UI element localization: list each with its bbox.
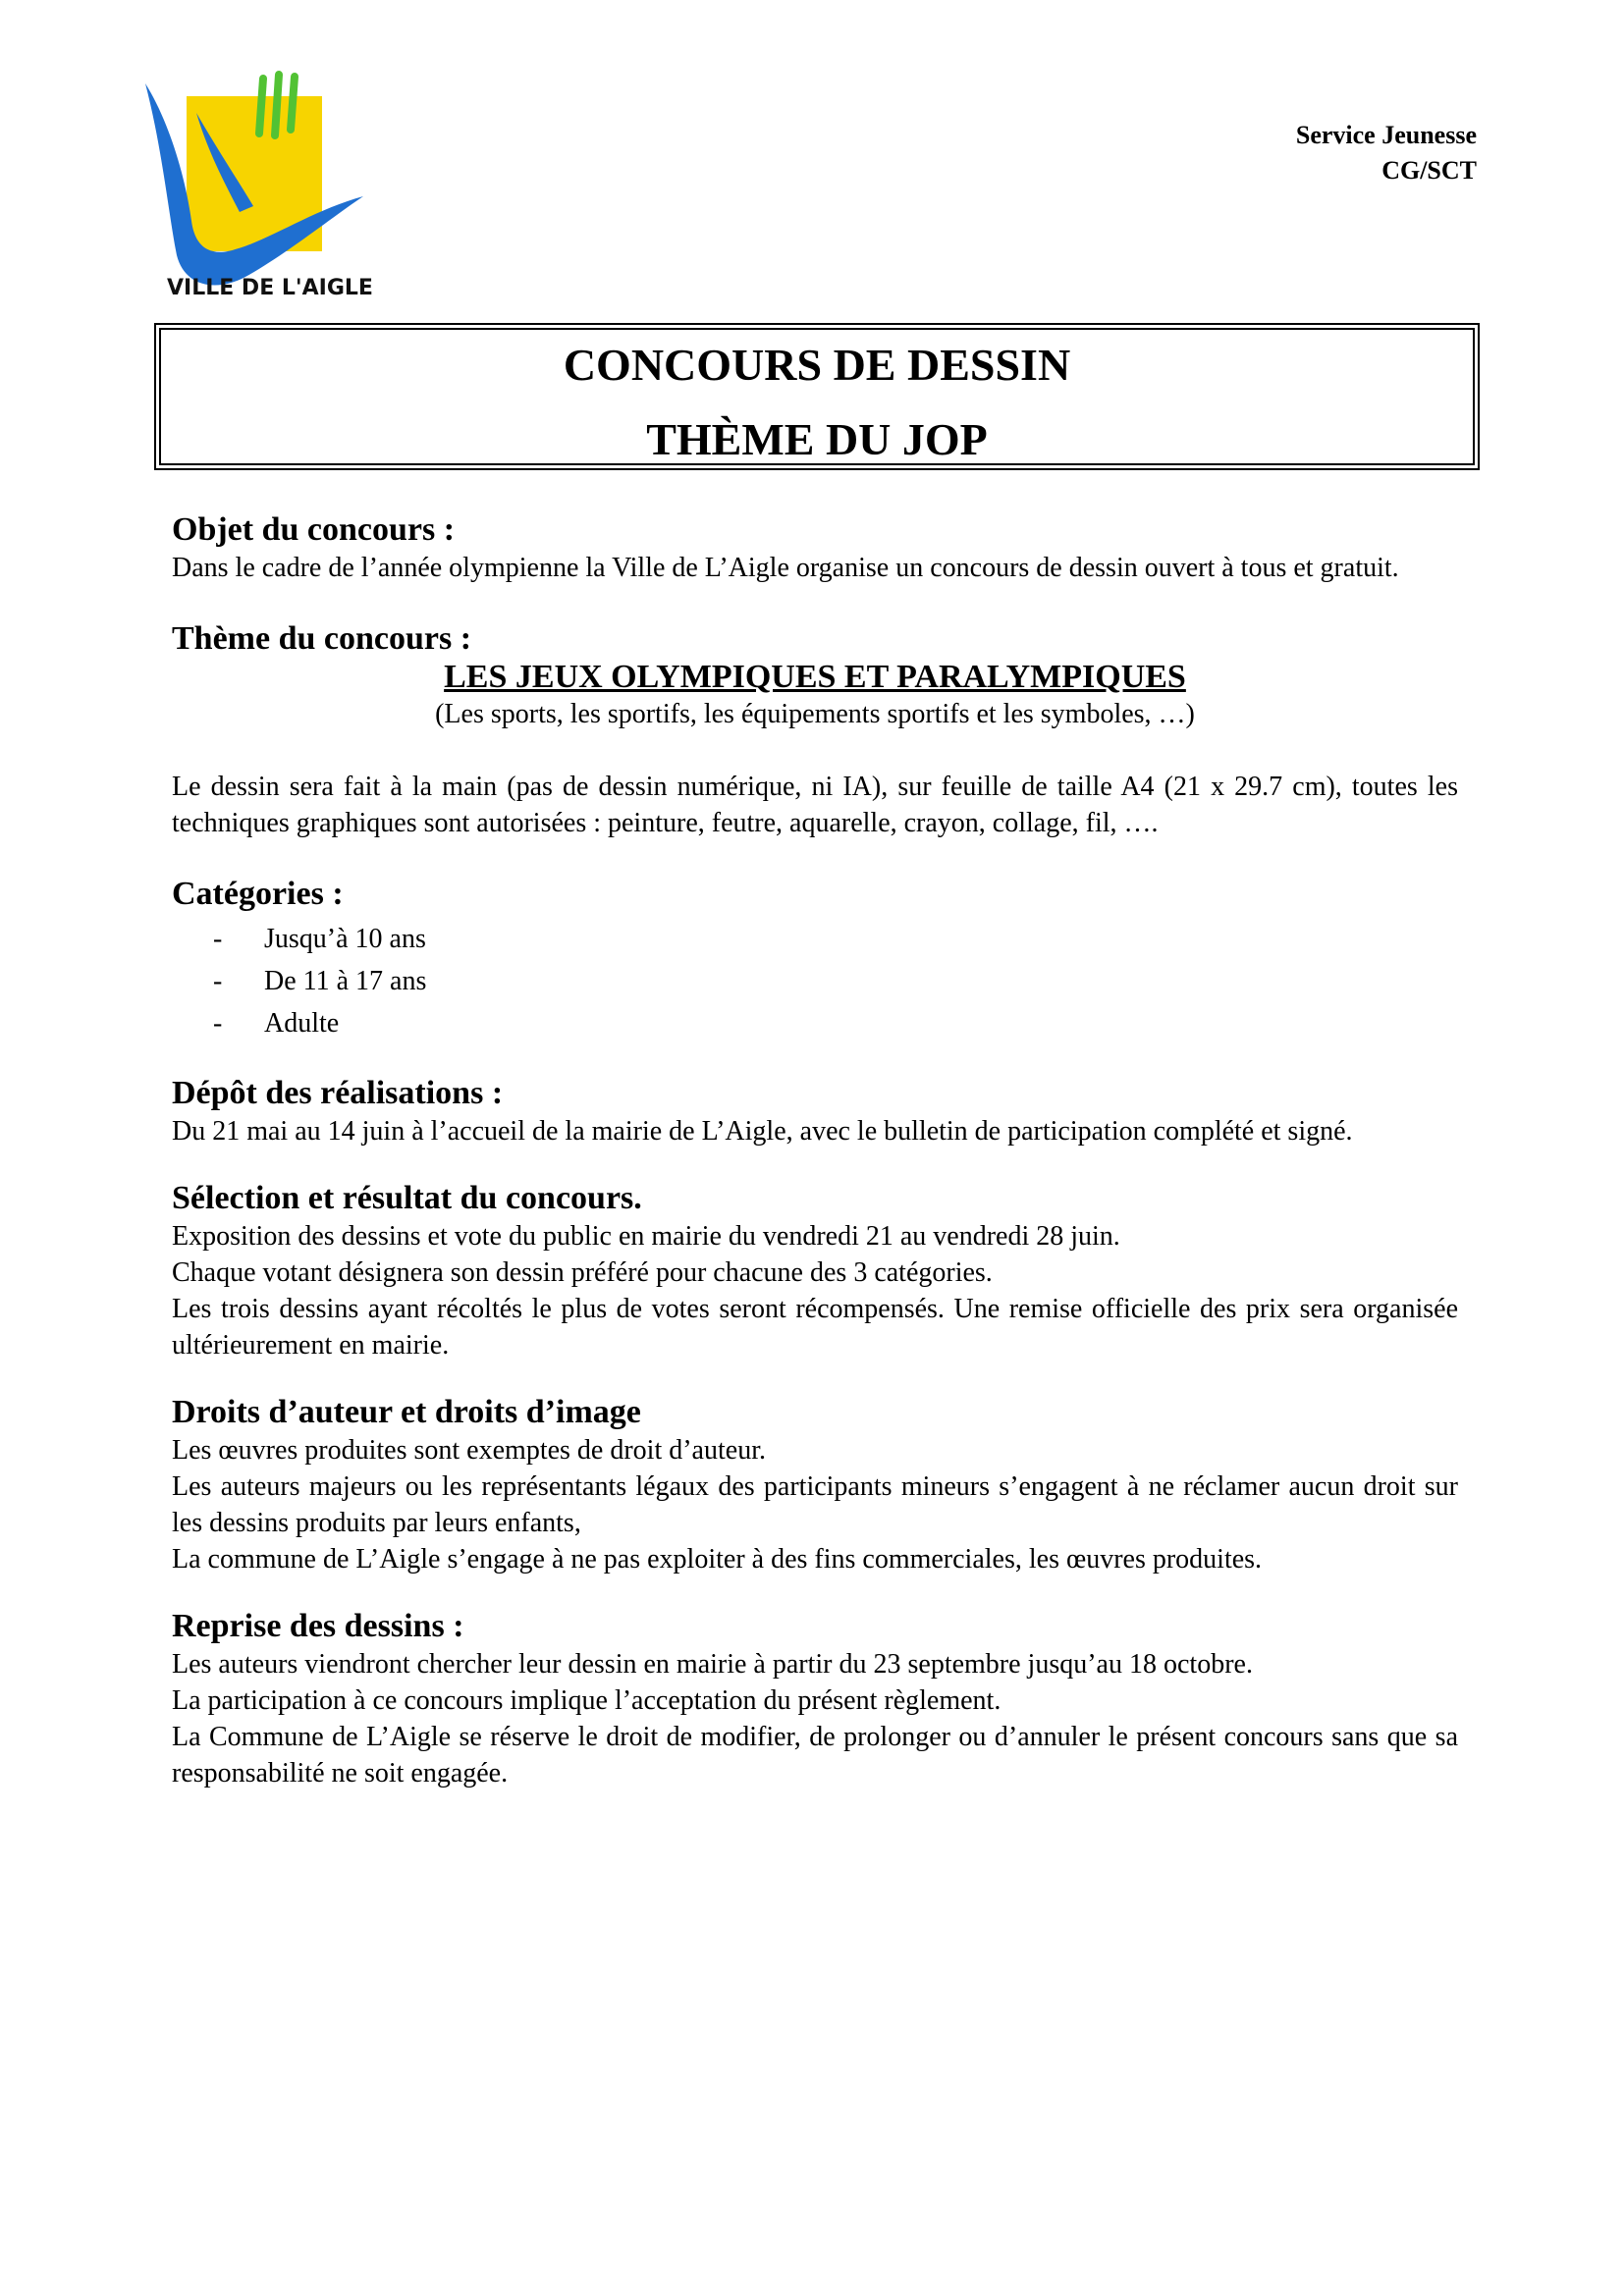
reference-label: CG/SCT [1381,156,1477,185]
reprise-heading: Reprise des dessins : [172,1608,464,1644]
section-categories [172,875,1458,1044]
categories-heading: Catégories : [172,876,344,912]
logo-green-stroke-2 [275,75,279,135]
selection-line-1: Exposition des dessins et vote du public en mairie du vendredi 21 au vendredi 28 juin. [172,1221,1120,1252]
city-logo-graphic [137,59,373,304]
section-droits [172,1393,1458,1577]
logo-text: VILLE DE L'AIGLE [167,276,373,300]
selection-line-3: Les trois dessins ayant récoltés le plus de votes seront récompensés. Une remise officielle des prix sera organisée ultérieurement en mairie. [172,1294,1458,1361]
theme-heading: Thème du concours : [172,620,472,657]
list-bullet: - [213,924,223,954]
droits-heading: Droits d’auteur et droits d’image [172,1394,641,1430]
theme-text: Le dessin sera fait à la main (pas de dessin numérique, ni IA), sur feuille de taille A4 (21 x 29.7 cm), toutes les techniques graphiques sont autorisées : peinture, feutre, aquarelle, crayon, collage, fil, …. [172,772,1458,838]
title-box [154,323,1480,470]
theme-main: LES JEUX OLYMPIQUES ET PARALYMPIQUES [444,659,1186,695]
depot-text: Du 21 mai au 14 juin à l’accueil de la mairie de L’Aigle, avec le bulletin de participation complété et signé. [172,1116,1353,1147]
header-right [1296,118,1477,188]
city-logo [137,59,373,304]
section-objet [172,510,1458,586]
droits-line-2: Les auteurs majeurs ou les représentants légaux des participants mineurs s’engagent à ne réclamer aucun droit sur les dessins produits par leurs enfants, [172,1471,1458,1538]
selection-heading: Sélection et résultat du concours. [172,1180,642,1216]
list-bullet: - [213,1008,223,1039]
section-selection [172,1179,1458,1363]
list-item: - Adulte [213,1002,1458,1044]
section-depot [172,1074,1458,1149]
objet-text: Dans le cadre de l’année olympienne la Ville de L’Aigle organise un concours de dessin ouvert à tous et gratuit. [172,553,1399,583]
logo-green-stroke-1 [259,79,263,133]
title-line-1: CONCOURS DE DESSIN [563,340,1071,390]
section-reprise [172,1607,1458,1791]
reprise-line-3: La Commune de L’Aigle se réserve le droit de modifier, de prolonger ou d’annuler le présent concours sans que sa responsabilité ne soit engagée. [172,1722,1458,1789]
title-line-2: THÈME DU JOP [646,414,988,464]
reprise-line-2: La participation à ce concours implique l’acceptation du présent règlement. [172,1685,1001,1716]
selection-line-2: Chaque votant désignera son dessin préféré pour chacune des 3 catégories. [172,1257,993,1288]
droits-line-3: La commune de L’Aigle s’engage à ne pas exploiter à des fins commerciales, les œuvres produites. [172,1544,1263,1575]
objet-heading: Objet du concours : [172,511,456,548]
reprise-line-1: Les auteurs viendront chercher leur dessin en mairie à partir du 23 septembre jusqu’au 18 octobre. [172,1649,1253,1680]
categories-list [172,918,1458,1044]
depot-heading: Dépôt des réalisations : [172,1075,504,1111]
droits-line-1: Les œuvres produites sont exemptes de droit d’auteur. [172,1435,766,1466]
document-body [172,510,1458,1817]
list-bullet: - [213,966,223,996]
service-label: Service Jeunesse [1295,121,1477,149]
section-theme [172,619,1458,841]
theme-sub: (Les sports, les sportifs, les équipements sportifs et les symboles, …) [435,699,1195,729]
list-item: - De 11 à 17 ans [213,960,1458,1002]
logo-green-stroke-3 [291,77,295,130]
list-item: - Jusqu’à 10 ans [213,918,1458,960]
